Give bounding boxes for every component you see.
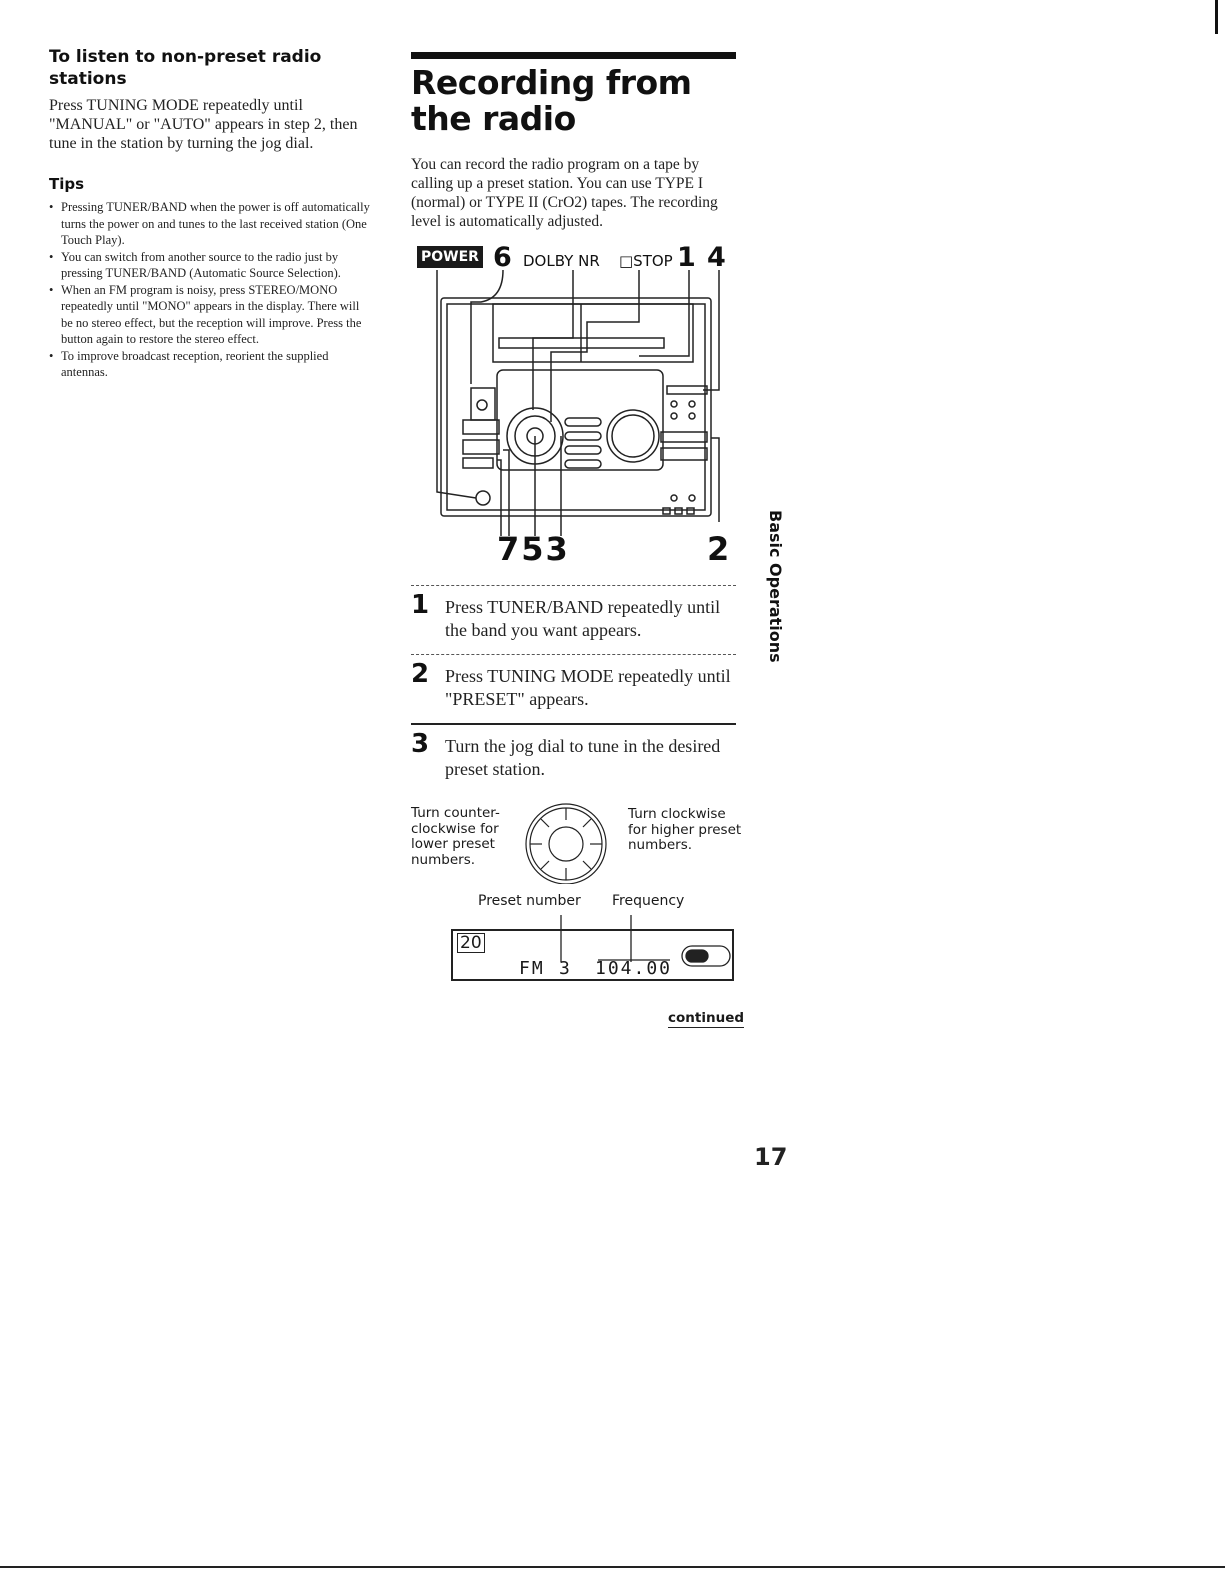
callout-753: 753 [497, 530, 570, 568]
tip-item: • You can switch from another source to the radio just by pressing TUNER/BAND (Automatic Source Selection). [49, 249, 374, 282]
steps-list [411, 585, 736, 793]
step-item [411, 654, 736, 723]
page-number: 17 [754, 1143, 788, 1171]
step-item [411, 585, 736, 654]
callout-1: 1 [677, 242, 696, 273]
dolby-nr-label: DOLBY NR [523, 252, 600, 270]
step-item [411, 723, 736, 793]
jog-counterclockwise-text: Turn counter-clockwise for lower preset numbers. [411, 805, 500, 868]
tip-item: • When an FM program is noisy, press STEREO/MONO repeatedly until "MONO" appears in the display. There will be no stereo effect, but the reception will improve. Press the button again to restore the stereo effect. [49, 282, 374, 348]
step-number: 2 [411, 659, 430, 689]
jog-dial-illustration [411, 800, 741, 880]
continued-label: continued [668, 1010, 745, 1026]
stereo-illustration [411, 240, 741, 570]
step-text: Turn the jog dial to tune in the desired preset station. [445, 736, 721, 779]
page-title: Recording from the radio [411, 63, 692, 138]
tip-item: • Pressing TUNER/BAND when the power is off automatically turns the power on and tunes to the last received station (One Touch Play). [49, 199, 374, 249]
title-rule [411, 52, 736, 59]
callout-4: 4 [707, 242, 726, 273]
callout-2: 2 [707, 530, 730, 568]
tuner-display [451, 929, 734, 981]
frequency-label: Frequency [612, 893, 685, 909]
power-button-label: POWER [417, 246, 483, 268]
callout-6: 6 [493, 242, 512, 273]
display-indicator: 20 [457, 933, 485, 953]
tips-list [49, 199, 374, 381]
left-column [49, 46, 374, 381]
step-text: Press TUNING MODE repeatedly until "PRESET" appears. [445, 666, 731, 709]
step-number: 3 [411, 729, 430, 759]
jog-clockwise-text: Turn clockwise for higher preset numbers. [628, 806, 742, 853]
section-tab-label: Basic Operations [766, 510, 785, 663]
step-text: Press TUNER/BAND repeatedly until the band you want appears. [445, 597, 721, 640]
jog-dial-icon [496, 800, 622, 884]
non-preset-heading: To listen to non-preset radio stations [49, 47, 322, 89]
page-edge-mark [1215, 0, 1218, 34]
step-number: 1 [411, 590, 430, 620]
stop-label: □STOP [619, 252, 673, 270]
intro-text: You can record the radio program on a tape by calling up a preset station. You can use TYPE I (normal) or TYPE II (CrO2) tapes. The recording level is automatically adjusted. [411, 156, 718, 230]
tips-heading: Tips [49, 175, 85, 193]
non-preset-body: Press TUNING MODE repeatedly until "MANUAL" or "AUTO" appears in step 2, then tune in the station by turning the jog dial. [49, 97, 358, 152]
page-bottom-rule [0, 1566, 1225, 1568]
display-frequency: 104.00 [595, 958, 673, 979]
display-preset-number: 3 [559, 958, 570, 979]
display-band: FM [519, 958, 545, 979]
tip-item: • To improve broadcast reception, reorient the supplied antennas. [49, 348, 374, 381]
right-column [411, 52, 736, 231]
stereo-diagram [411, 240, 741, 570]
preset-number-label: Preset number [478, 893, 581, 909]
side-section-tab [760, 510, 786, 680]
